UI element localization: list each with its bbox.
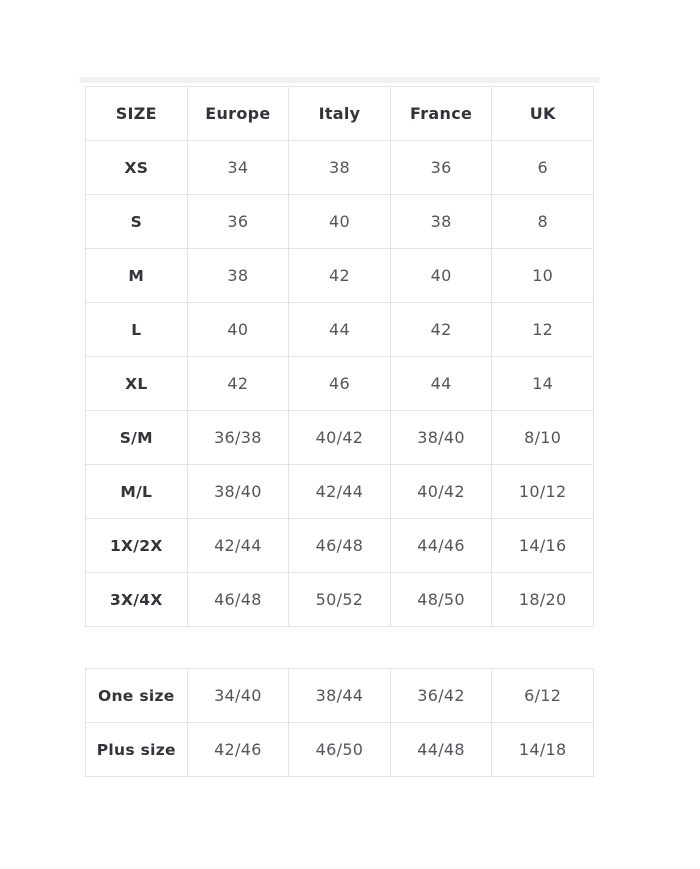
header-row	[86, 87, 594, 141]
size-label-cell: L	[86, 303, 188, 357]
size-label-cell: 3X/4X	[86, 573, 188, 627]
size-value-cell: 42/44	[289, 465, 391, 519]
one-size-plus-size-table	[85, 668, 594, 777]
size-value-cell: 40	[390, 249, 492, 303]
table-row	[86, 195, 594, 249]
size-value-cell: 42/46	[187, 723, 289, 777]
table-row	[86, 411, 594, 465]
size-value-cell: 34/40	[187, 669, 289, 723]
size-value-cell: 36	[390, 141, 492, 195]
size-value-cell: 36/38	[187, 411, 289, 465]
size-value-cell: 38	[390, 195, 492, 249]
size-label-cell: M/L	[86, 465, 188, 519]
size-value-cell: 38/44	[289, 669, 391, 723]
size-value-cell: 8	[492, 195, 594, 249]
size-value-cell: 50/52	[289, 573, 391, 627]
size-value-cell: 42	[187, 357, 289, 411]
size-value-cell: 42/44	[187, 519, 289, 573]
size-value-cell: 44/48	[390, 723, 492, 777]
column-header-uk: UK	[492, 87, 594, 141]
size-label-cell: XL	[86, 357, 188, 411]
table-row	[86, 723, 594, 777]
size-value-cell: 14	[492, 357, 594, 411]
size-conversion-table	[85, 86, 594, 627]
table-row	[86, 519, 594, 573]
size-label-cell: S/M	[86, 411, 188, 465]
size-value-cell: 6	[492, 141, 594, 195]
table-row	[86, 303, 594, 357]
size-value-cell: 12	[492, 303, 594, 357]
table-row	[86, 669, 594, 723]
size-value-cell: 14/18	[492, 723, 594, 777]
size-label-cell: 1X/2X	[86, 519, 188, 573]
column-header-europe: Europe	[187, 87, 289, 141]
size-value-cell: 14/16	[492, 519, 594, 573]
size-value-cell: 44	[390, 357, 492, 411]
top-divider-band	[79, 77, 600, 83]
size-value-cell: 10/12	[492, 465, 594, 519]
size-label-cell: XS	[86, 141, 188, 195]
size-value-cell: 42	[390, 303, 492, 357]
size-value-cell: 46/50	[289, 723, 391, 777]
size-value-cell: 40/42	[289, 411, 391, 465]
size-value-cell: 38	[187, 249, 289, 303]
size-label-cell: One size	[86, 669, 188, 723]
table-row	[86, 141, 594, 195]
size-value-cell: 40/42	[390, 465, 492, 519]
size-label-cell: S	[86, 195, 188, 249]
size-value-cell: 36/42	[390, 669, 492, 723]
size-value-cell: 40	[289, 195, 391, 249]
size-value-cell: 46/48	[187, 573, 289, 627]
table-row	[86, 573, 594, 627]
size-label-cell: M	[86, 249, 188, 303]
size-value-cell: 36	[187, 195, 289, 249]
size-value-cell: 10	[492, 249, 594, 303]
size-value-cell: 42	[289, 249, 391, 303]
size-value-cell: 34	[187, 141, 289, 195]
size-value-cell: 44/46	[390, 519, 492, 573]
size-value-cell: 46/48	[289, 519, 391, 573]
column-header-italy: Italy	[289, 87, 391, 141]
size-value-cell: 18/20	[492, 573, 594, 627]
size-value-cell: 8/10	[492, 411, 594, 465]
table-row	[86, 465, 594, 519]
size-value-cell: 40	[187, 303, 289, 357]
table-row	[86, 249, 594, 303]
size-value-cell: 46	[289, 357, 391, 411]
size-value-cell: 38/40	[390, 411, 492, 465]
size-value-cell: 44	[289, 303, 391, 357]
size-value-cell: 38/40	[187, 465, 289, 519]
size-value-cell: 48/50	[390, 573, 492, 627]
column-header-france: France	[390, 87, 492, 141]
table-row	[86, 357, 594, 411]
size-value-cell: 38	[289, 141, 391, 195]
size-label-cell: Plus size	[86, 723, 188, 777]
column-header-size: SIZE	[86, 87, 188, 141]
size-value-cell: 6/12	[492, 669, 594, 723]
